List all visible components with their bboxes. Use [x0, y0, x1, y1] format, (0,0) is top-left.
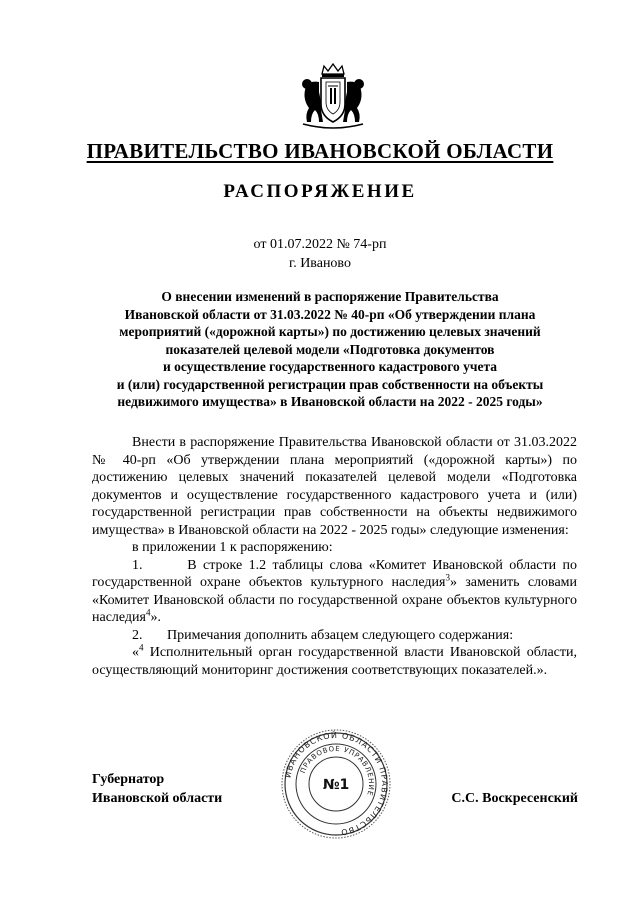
official-seal — [280, 728, 392, 840]
item-2-paragraph — [92, 627, 577, 645]
intro-paragraph: Внести в распоряжение Правительства Ивановской области от 31.03.2022 № 40-рп «Об утверждении плана мероприятий («дорожной карты») по достижению целевых значений показателей целевой модели «Подготовка документов и осуществление государственного кадастрового учета и (или) государственной регистрации прав собственности на объекты недвижимого имущества» в Ивановской области на 2022 - 2025 годы» следующие изменения: — [92, 435, 577, 538]
document-subject — [80, 288, 580, 411]
subject-line: и (или) государственной регистрации прав собственности на объекты — [116, 376, 544, 392]
subject-line: О внесении изменений в распоряжение Правительства — [161, 289, 499, 304]
coat-of-arms-emblem — [293, 60, 373, 132]
footnote-ref: 4 — [146, 607, 151, 618]
organization-title: ПРАВИТЕЛЬСТВО ИВАНОВСКОЙ ОБЛАСТИ — [86, 139, 554, 163]
subject-line: показателей целевой модели «Подготовка документов — [165, 341, 495, 357]
document-body — [92, 434, 577, 679]
position-line: Губернатор — [92, 772, 165, 787]
document-date-number: от 01.07.2022 № 74-рп — [253, 237, 387, 252]
subject-line: недвижимого имущества» в Ивановской области на 2022 - 2025 годы» — [117, 394, 543, 409]
document-type: РАСПОРЯЖЕНИЕ — [223, 181, 417, 202]
subject-line: Ивановской области от 31.03.2022 № 40-рп «Об утверждении плана — [124, 306, 536, 322]
document-place: г. Иваново — [289, 256, 351, 271]
item-1-text-c: ». — [150, 610, 161, 625]
signatory-position — [92, 770, 222, 808]
subject-line: и осуществление государственного кадастрового учета — [162, 359, 498, 374]
seal-number: №1 — [322, 777, 350, 793]
quoted-note-text: Исполнительный орган государственной власти Ивановской области, осуществляющий мониторинг достижения соответствующих показателей.». — [92, 645, 577, 678]
item-1-number: 1. — [132, 557, 143, 573]
seal-outer-text: ИВАНОВСКОЙ ОБЛАСТИ ПРАВИТЕЛЬСТВО — [283, 730, 390, 837]
seal-inner-text: ПРАВОВОЕ УПРАВЛЕНИЕ — [298, 744, 376, 798]
item-2-text: Примечания дополнить абзацем следующего содержания: — [167, 627, 514, 643]
subject-line: мероприятий («дорожной карты») по достижению целевых значений — [119, 324, 541, 339]
position-line: Ивановской области — [92, 791, 223, 806]
signatory-name: С.С. Воскресенский — [451, 791, 578, 806]
item-1-text-a: В строке 1.2 таблицы слова «Комитет Ивановской области по государственной охране объектов культурного наследия — [92, 557, 577, 590]
item-2-number: 2. — [132, 627, 143, 643]
item-1-paragraph — [92, 557, 577, 627]
footnote-ref: 3 — [445, 572, 450, 583]
appendix-paragraph: в приложении 1 к распоряжению: — [132, 540, 333, 555]
quote-open: « — [132, 645, 139, 660]
footnote-ref: 4 — [139, 642, 144, 653]
quoted-note-paragraph — [92, 644, 577, 679]
item-1-text-b: » заменить словами «Комитет Ивановской области по государственной охране объектов культурного наследия — [92, 575, 578, 625]
